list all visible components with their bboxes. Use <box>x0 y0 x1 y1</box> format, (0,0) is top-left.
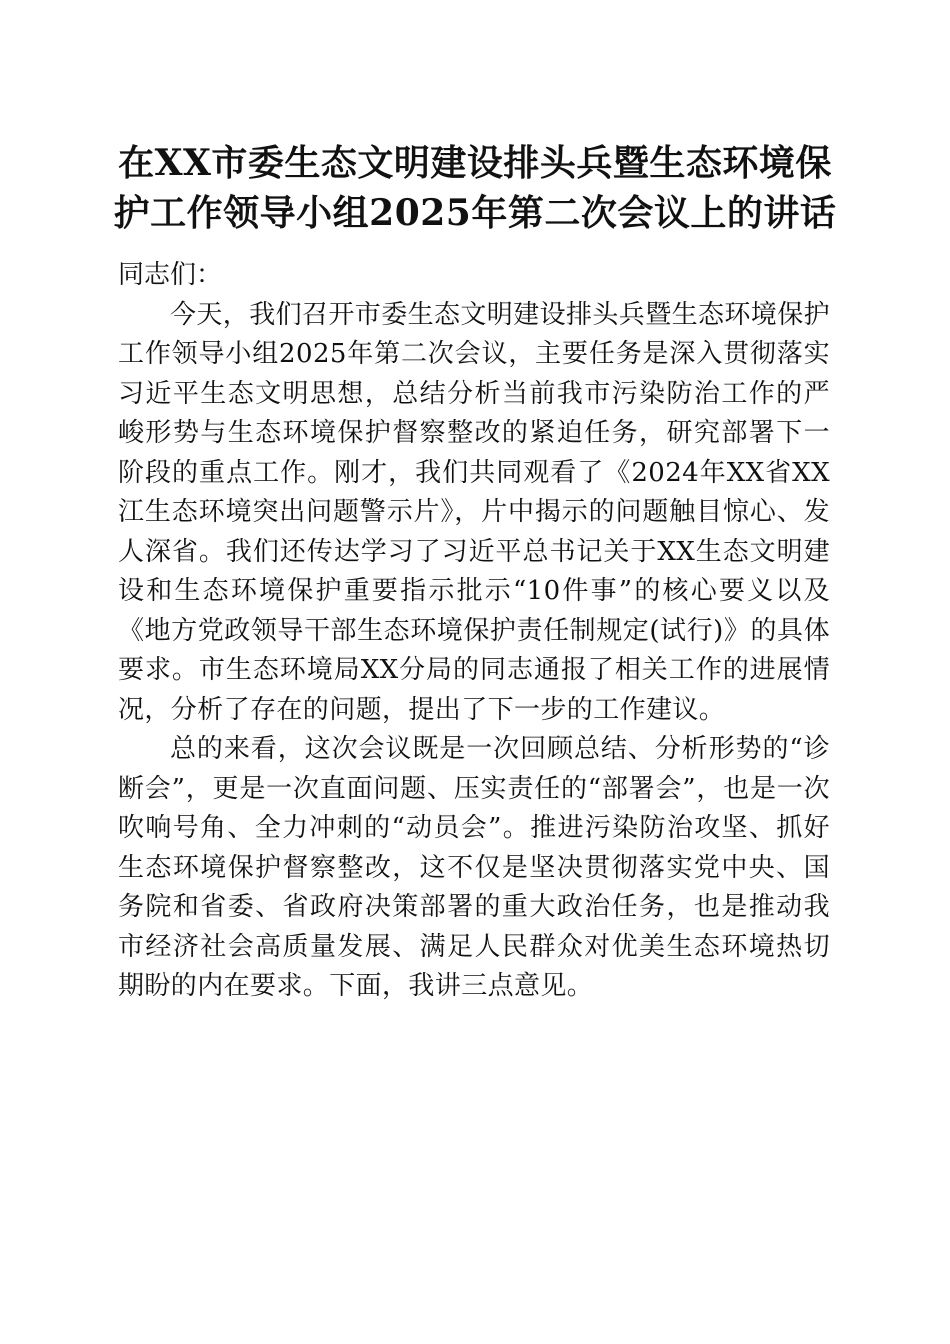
title-line-1: 在XX市委生态文明建设排头兵暨生态环境保 <box>118 142 832 184</box>
salutation: 同志们： <box>118 260 223 290</box>
paragraph-opening: 今天，我们召开市委生态文明建设排头兵暨生态环境保护工作领导小组2025年第二次会议，主要任务是深入贯彻落实习近平生态文明思想，总结分析当前我市污染防治工作的严峻形势与生态环境保护督察整改的紧迫任务，研究部署下一阶段的重点工作。刚才，我们共同观看了《2024年XX省XX江生态环境突出问题警示片》，片中揭示的问题触目惊心、发人深省。我们还传达学习了习近平总书记关于XX生态文明建设和生态环境保护重要指示批示“10件事”的核心要义以及《地方党政领导干部生态环境保护责任制规定(试行)》的具体要求。市生态环境局XX分局的同志通报了相关工作的进展情况，分析了存在的问题，提出了下一步的工作建议。 <box>118 299 831 725</box>
document-title <box>110 138 840 238</box>
title-line-2: 护工作领导小组2025年第二次会议上的讲话 <box>113 192 837 234</box>
document-body <box>118 256 830 1007</box>
paragraph-summary: 总的来看，这次会议既是一次回顾总结、分析形势的“诊断会”，更是一次直面问题、压实责任的“部署会”，也是一次吹响号角、全力冲刺的“动员会”。推进污染防治攻坚、抓好生态环境保护督察整改，这不仅是坚决贯彻落实党中央、国务院和省委、省政府决策部署的重大政治任务，也是推动我市经济社会高质量发展、满足人民群众对优美生态环境热切期盼的内在要求。下面，我讲三点意见。 <box>118 734 830 1001</box>
